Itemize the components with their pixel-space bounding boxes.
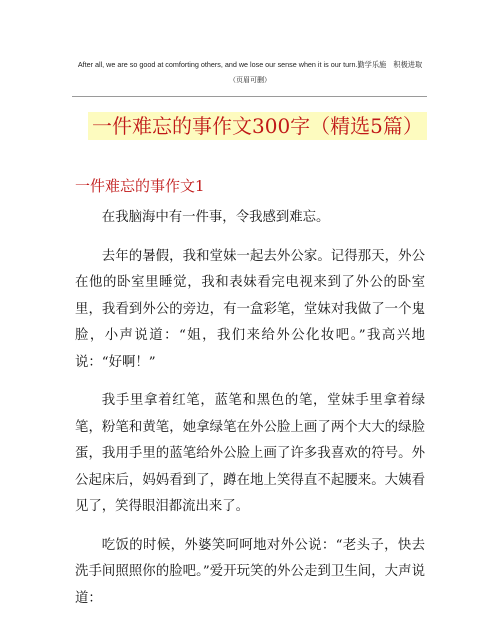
page-header [70, 60, 430, 85]
header-quote: After all, we are so good at comforting others, and we lose our sense when it is our turn.勤学乐施 积极进取 [77, 60, 423, 69]
document-title: 一件难忘的事作文300字（精选5篇） [88, 112, 427, 140]
paragraph: 去年的暑假，我和堂妹一起去外公家。记得那天，外公在他的卧室里睡觉，我和表妹看完电视来到了外公的卧室里，我看到外公的旁边，有一盒彩笔，堂妹对我做了一个鬼脸，小声说道：“姐，我们来给外公化妆吧。”我高兴地说：“好啊！” [75, 248, 425, 370]
document-body [75, 205, 425, 624]
header-divider [72, 96, 427, 97]
paragraph: 吃饭的时候，外婆笑呵呵地对外公说：“老头子，快去洗手间照照你的脸吧。”爱开玩笑的外公走到卫生间，大声说道： [75, 537, 425, 606]
section-title: 一件难忘的事作文1 [75, 177, 205, 195]
paragraph: 在我脑海中有一件事，令我感到难忘。 [101, 210, 330, 225]
paragraph: 我手里拿着红笔，蓝笔和黑色的笔，堂妹手里拿着绿笔，粉笔和黄笔，她拿绿笔在外公脸上画了两个大大的绿脸蛋，我用手里的蓝笔给外公脸上画了许多我喜欢的符号。外公起床后，妈妈看到了，蹲在地上笑得直不起腰来。大姨看见了，笑得眼泪都流出来了。 [75, 393, 425, 514]
header-note: （页眉可删） [229, 76, 271, 84]
